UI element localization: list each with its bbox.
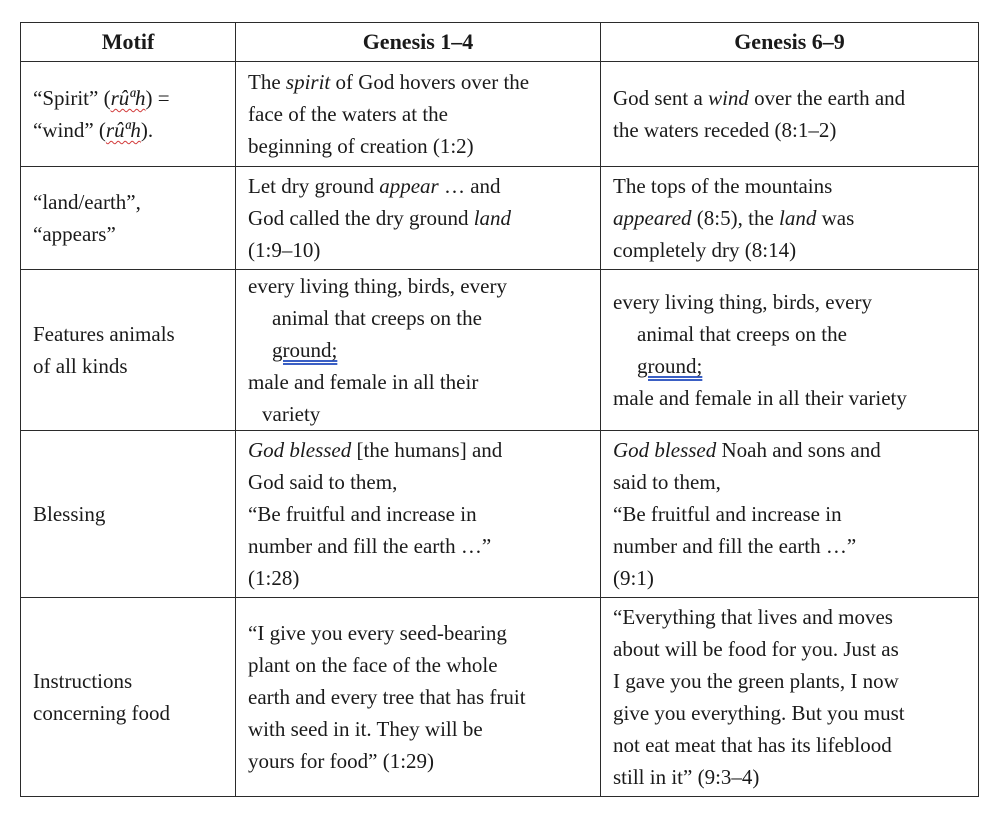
text-line: of all kinds — [33, 354, 128, 378]
motif-cell — [21, 270, 236, 431]
text-line: “I give you every seed-bearing — [248, 621, 507, 645]
text-line: give you everything. But you must — [613, 701, 905, 725]
text-line: said to them, — [613, 470, 721, 494]
text-line — [248, 334, 592, 366]
text-line: male and female in all their — [248, 370, 479, 394]
text-line: “land/earth”, — [33, 190, 141, 214]
header-motif: Motif — [21, 23, 236, 62]
text-line: plant on the face of the whole — [248, 653, 498, 677]
text-line: completely dry (8:14) — [613, 238, 797, 262]
text-line — [613, 350, 970, 382]
text-line: variety — [262, 402, 321, 426]
motif-cell — [21, 431, 236, 598]
genesis-1-4-cell — [236, 431, 601, 598]
text-line: (1:9–10) — [248, 238, 321, 262]
text-line: The tops of the mountains — [613, 174, 833, 198]
text-line: animal that creeps on the — [637, 322, 847, 346]
text-line: God blessed [the humans] and — [248, 438, 503, 462]
motif-comparison-table — [20, 22, 979, 797]
text-line: Blessing — [33, 502, 106, 526]
genesis-1-4-cell — [236, 62, 601, 167]
text-line: not eat meat that has its lifeblood — [613, 733, 892, 757]
table-row — [21, 431, 979, 598]
header-genesis-1-4: Genesis 1–4 — [236, 23, 601, 62]
grammar-flagged-word: ground; — [637, 354, 703, 378]
table-row — [21, 270, 979, 431]
text-line: God called the dry ground land — [248, 206, 512, 230]
text-line: “Everything that lives and moves — [613, 605, 893, 629]
genesis-6-9-cell — [601, 62, 979, 167]
misspelled-word: rûªh — [105, 118, 141, 142]
text-line: male and female in all their variety — [613, 386, 907, 410]
text-line: (9:1) — [613, 566, 654, 590]
text-line: concerning food — [33, 701, 171, 725]
table-row — [21, 62, 979, 167]
text-line: “Spirit” (rûªh) = — [33, 86, 170, 110]
text-line: face of the waters at the — [248, 102, 448, 126]
text-line: beginning of creation (1:2) — [248, 134, 474, 158]
text-line: The spirit of God hovers over the — [248, 70, 530, 94]
text-line: “Be fruitful and increase in — [248, 502, 477, 526]
text-line: about will be food for you. Just as — [613, 637, 899, 661]
genesis-1-4-cell — [236, 598, 601, 797]
genesis-1-4-cell — [236, 167, 601, 270]
header-row — [21, 23, 979, 62]
text-line: God sent a wind over the earth and — [613, 86, 906, 110]
genesis-6-9-cell — [601, 270, 979, 431]
text-line: Features animals — [33, 322, 175, 346]
motif-cell — [21, 167, 236, 270]
text-line: yours for food” (1:29) — [248, 749, 435, 773]
text-line: every living thing, birds, every — [613, 290, 872, 314]
genesis-6-9-cell — [601, 598, 979, 797]
table-row — [21, 167, 979, 270]
text-line: the waters receded (8:1–2) — [613, 118, 837, 142]
motif-cell — [21, 598, 236, 797]
text-line: with seed in it. They will be — [248, 717, 483, 741]
genesis-6-9-cell — [601, 431, 979, 598]
text-line: Instructions — [33, 669, 133, 693]
text-line: “wind” (rûªh). — [33, 118, 154, 142]
genesis-1-4-cell — [236, 270, 601, 431]
text-line: “Be fruitful and increase in — [613, 502, 842, 526]
text-line: I gave you the green plants, I now — [613, 669, 899, 693]
grammar-flagged-word: ground; — [272, 338, 338, 362]
misspelled-word: rûªh — [110, 86, 146, 110]
text-line: number and fill the earth …” — [248, 534, 492, 558]
header-genesis-6-9: Genesis 6–9 — [601, 23, 979, 62]
text-line: (1:28) — [248, 566, 300, 590]
text-line: God said to them, — [248, 470, 398, 494]
text-line: still in it” (9:3–4) — [613, 765, 760, 789]
motif-cell — [21, 62, 236, 167]
text-line: number and fill the earth …” — [613, 534, 857, 558]
table-row — [21, 598, 979, 797]
text-line: appeared (8:5), the land was — [613, 206, 855, 230]
text-line: Let dry ground appear … and — [248, 174, 501, 198]
text-line: earth and every tree that has fruit — [248, 685, 526, 709]
genesis-6-9-cell — [601, 167, 979, 270]
text-line: “appears” — [33, 222, 116, 246]
text-line: God blessed Noah and sons and — [613, 438, 881, 462]
text-line: every living thing, birds, every — [248, 274, 507, 298]
text-line: animal that creeps on the — [272, 306, 482, 330]
